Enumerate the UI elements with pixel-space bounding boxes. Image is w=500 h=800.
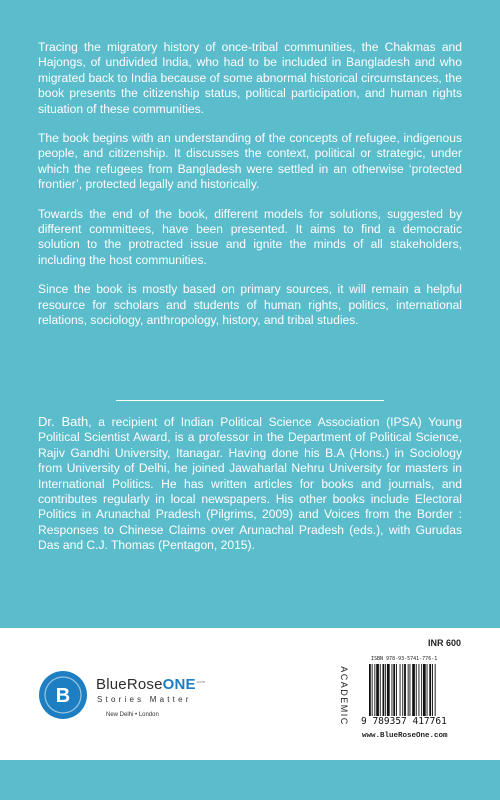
publisher-locations: New Delhi • London [106, 712, 159, 718]
book-blurb [38, 40, 462, 343]
blurb-paragraph: Towards the end of the book, different models for solutions, suggested by different committees, have been presented. It aims to find a democratic solution to the protracted issue and ignite the minds of all stakeholders, including the host communities. [38, 206, 462, 267]
blurb-paragraph: Tracing the migratory history of once-tribal communities, the Chakmas and Hajongs, of undivided India, who had to be included in Bangladesh and who migrated back to India because of some abnormal historical circumstances, the book presents the citizenship status, political participation, and human rights situation of these communities. [38, 40, 462, 116]
brand-domain: .com [195, 679, 206, 684]
author-bio-text: , a recipient of Indian Political Science Association (IPSA) Young Political Scientist Award, is a professor in the Department of Political Science, Rajiv Gandhi University, Itanagar. Having done his B.A (Hons.) in Sociology from University of Delhi, he joined Jawaharlal Nehru University for masters in International Politics. He has written articles for books and journals, and contributes regularly in local newspapers. His other books include Electoral Politics in Arunachal Pradesh (Pilgrims, 2009) and Voices from the Border : Responses to Chinese Claims over Arunachal Pradesh (eds.), with Gurudas Das and C.J. Thomas (Pentagon, 2015). [38, 415, 462, 553]
brand-main: BlueRose [96, 676, 163, 693]
barcode-icon [368, 664, 458, 720]
category-label: ACADEMIC [339, 666, 349, 726]
footer-band [0, 760, 500, 800]
isbn-number: 9 789357 417761 [361, 716, 447, 727]
publisher-panel [0, 628, 500, 760]
bluerose-logo-icon [38, 670, 88, 720]
section-divider [116, 400, 384, 401]
brand-one: ONE [162, 676, 196, 693]
blurb-paragraph: Since the book is mostly based on primary sources, it will remain a helpful resource for scholars and students of human rights, politics, international relations, sociology, anthropology, history, and tribal studies. [38, 282, 462, 328]
publisher-tagline: Stories Matter [97, 695, 192, 704]
author-bio [38, 414, 462, 554]
publisher-brand [96, 676, 205, 693]
blurb-paragraph: The book begins with an understanding of the concepts of refugee, indigenous people, and citizenship. It discusses the context, political or strategic, under which the refugees from Bangladesh were settled in an otherwise ‘protected frontier’, protected legally and historically. [38, 131, 462, 192]
isbn-text: ISBN 978-93-5741-776-1 [371, 656, 438, 662]
logo-letter: B [55, 685, 71, 707]
price-label: INR 600 [427, 638, 461, 648]
publisher-website: www.BlueRoseOne.com [362, 732, 448, 740]
author-name: Dr. Bath [38, 414, 89, 429]
